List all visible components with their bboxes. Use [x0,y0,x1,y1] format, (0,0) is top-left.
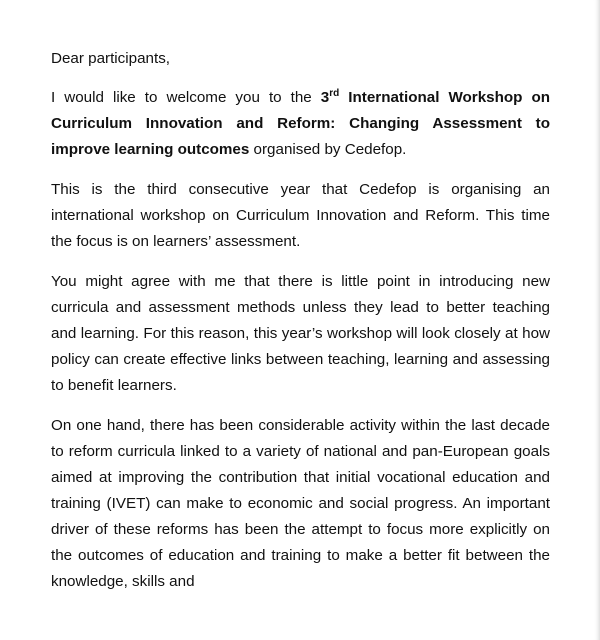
ordinal-number: 3 [320,89,330,106]
letter-body [51,46,550,609]
workshop-name: International Workshop on Curriculum Innovation and Reform: Changing Assessment to improve learning outcomes [51,89,550,158]
intro-suffix: organised by Cedefop. [249,141,407,158]
paragraph-third-year: This is the third consecutive year that Cedefop is organising an international workshop on Curriculum Innovation and Reform. This time the focus is on learners’ assessment. [51,181,550,250]
salutation: Dear participants, [51,50,171,67]
intro-prefix: I would like to welcome you to the [51,89,321,106]
paragraph-curricula: You might agree with me that there is little point in introducing new curricula and assessment methods unless they lead to better teaching and learning. For this reason, this year’s workshop will look closely at how policy can create effective links between teaching, learning and assessing to benefit learners. [51,273,550,394]
intro-paragraph [51,85,550,163]
paragraph-reform-activity: On one hand, there has been considerable activity within the last decade to reform curricula linked to a variety of national and pan-European goals aimed at improving the contribution that initial vocational education and training (IVET) can make to economic and social progress. An important driver of these reforms has been the attempt to focus more explicitly on the outcomes of education and training to make a better fit between the knowledge, skills and [51,417,550,590]
ordinal-suffix: rd [329,87,340,99]
